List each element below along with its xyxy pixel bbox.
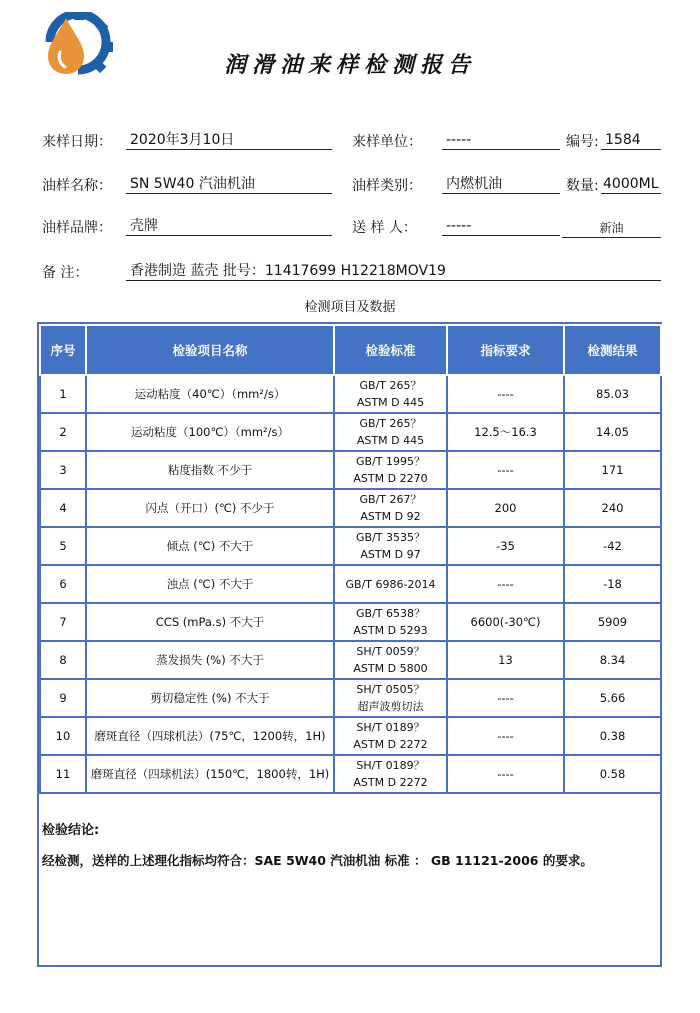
cell-no: 10: [40, 717, 86, 755]
cell-result: 5909: [564, 603, 661, 641]
cell-item: 运动粘度（40℃）（mm²/s）: [86, 375, 334, 413]
cell-requirement: ----: [447, 755, 564, 793]
table-header-row: [40, 325, 661, 375]
table-row: [40, 375, 661, 413]
cell-result: 0.58: [564, 755, 661, 793]
cell-requirement: ----: [447, 451, 564, 489]
standard-line-2: ASTM D 445: [356, 434, 425, 447]
sample-unit-value: -----: [442, 130, 560, 150]
sender-value: -----: [442, 216, 560, 236]
cell-result: -42: [564, 527, 661, 565]
cell-item: 蒸发损失 (%) 不大于: [86, 641, 334, 679]
cell-item: CCS (mPa.s) 不大于: [86, 603, 334, 641]
cell-standard: [334, 413, 447, 451]
sample-date-label: 来样日期：: [42, 134, 112, 150]
cell-standard: [334, 717, 447, 755]
cell-requirement: ----: [447, 375, 564, 413]
table-row: [40, 717, 661, 755]
cell-result: 14.05: [564, 413, 661, 451]
cell-standard: [334, 565, 447, 603]
cell-no: 3: [40, 451, 86, 489]
oil-type-label: 油样类别：: [352, 178, 422, 194]
test-results-table: [37, 322, 662, 967]
standard-line-2: ASTM D 445: [356, 396, 425, 409]
table-row: [40, 641, 661, 679]
oil-name-value: SN 5W40 汽油机油: [126, 174, 332, 194]
cell-requirement: 200: [447, 489, 564, 527]
cell-requirement: -35: [447, 527, 564, 565]
standard-line-2: ASTM D 97: [360, 548, 421, 561]
cell-standard: [334, 641, 447, 679]
standard-line-2: ASTM D 92: [360, 510, 421, 523]
condition-value: 新油: [562, 218, 661, 238]
cell-item: 运动粘度（100℃）（mm²/s）: [86, 413, 334, 451]
cell-no: 4: [40, 489, 86, 527]
table-row: [40, 527, 661, 565]
sender-label: 送 样 人：: [352, 220, 417, 236]
cell-requirement: 12.5～16.3: [447, 413, 564, 451]
remarks-value: 香港制造 蓝壳 批号：11417699 H12218MOV19: [126, 261, 661, 281]
table-row: [40, 565, 661, 603]
standard-line-1: SH/T 0189？: [356, 721, 425, 734]
sample-unit-label: 来样单位：: [352, 134, 422, 150]
sample-date-value: 2020年3月10日: [126, 130, 332, 150]
col-header-result: 检测结果: [564, 325, 661, 375]
table-row: [40, 679, 661, 717]
serial-value: 1584: [601, 130, 661, 150]
col-header-no: 序号: [40, 325, 86, 375]
table-row: [40, 451, 661, 489]
cell-requirement: ----: [447, 679, 564, 717]
cell-standard: [334, 527, 447, 565]
page-title: 润滑油来样检测报告: [223, 52, 476, 78]
cell-no: 9: [40, 679, 86, 717]
conclusion-title: 检验结论:: [42, 823, 100, 838]
col-header-requirement: 指标要求: [447, 325, 564, 375]
quantity-label: 数量:: [566, 178, 599, 194]
standard-line-1: GB/T 265？: [359, 379, 422, 392]
col-header-item: 检验项目名称: [86, 325, 334, 375]
standard-line-1: GB/T 267？: [359, 493, 422, 506]
serial-label: 编号:: [566, 134, 599, 150]
standard-line-1: GB/T 265？: [359, 417, 422, 430]
cell-standard: [334, 679, 447, 717]
remarks-label: 备 注：: [42, 265, 89, 281]
standard-line-1: GB/T 6538？: [356, 607, 425, 620]
standard-line-1: SH/T 0059？: [356, 645, 425, 658]
table-row: [40, 413, 661, 451]
section-title: 检测项目及数据: [304, 300, 396, 315]
brand-value: 壳牌: [126, 216, 332, 236]
conclusion-text: 经检测，送样的上述理化指标均符合：SAE 5W40 汽油机油 标准 ： GB 11121-2006 的要求。: [42, 853, 593, 868]
cell-no: 11: [40, 755, 86, 793]
standard-line-2: 超声波剪切法: [357, 700, 424, 713]
cell-standard: [334, 489, 447, 527]
cell-requirement: ----: [447, 717, 564, 755]
brand-label: 油样品牌：: [42, 220, 112, 236]
table-row: [40, 603, 661, 641]
cell-item: 闪点（开口）(℃) 不少于: [86, 489, 334, 527]
quantity-value: 4000ML: [601, 174, 661, 194]
cell-standard: [334, 603, 447, 641]
cell-requirement: ----: [447, 565, 564, 603]
standard-line-2: ASTM D 2270: [353, 472, 428, 485]
oil-name-label: 油样名称：: [42, 178, 112, 194]
oil-type-value: 内燃机油: [442, 174, 560, 194]
cell-standard: [334, 755, 447, 793]
cell-no: 5: [40, 527, 86, 565]
cell-requirement: 6600(-30℃): [447, 603, 564, 641]
table-row: [40, 489, 661, 527]
cell-no: 8: [40, 641, 86, 679]
cell-standard: [334, 451, 447, 489]
standard-line-2: ASTM D 2272: [353, 738, 428, 751]
standard-line-1: SH/T 0189？: [356, 759, 425, 772]
cell-result: 240: [564, 489, 661, 527]
cell-result: -18: [564, 565, 661, 603]
cell-item: 磨斑直径（四球机法）(150℃，1800转，1H): [86, 755, 334, 793]
cell-item: 剪切稳定性 (%) 不大于: [86, 679, 334, 717]
standard-line-2: ASTM D 2272: [353, 776, 428, 789]
table-row: [40, 755, 661, 793]
cell-result: 8.34: [564, 641, 661, 679]
cell-no: 7: [40, 603, 86, 641]
standard-line-1: GB/T 6986-2014: [345, 577, 436, 591]
standard-line-1: GB/T 1995？: [356, 455, 425, 468]
cell-result: 5.66: [564, 679, 661, 717]
col-header-standard: 检验标准: [334, 325, 447, 375]
cell-no: 6: [40, 565, 86, 603]
cell-requirement: 13: [447, 641, 564, 679]
standard-line-2: ASTM D 5293: [353, 624, 428, 637]
cell-result: 171: [564, 451, 661, 489]
cell-item: 磨斑直径（四球机法）(75℃，1200转，1H): [86, 717, 334, 755]
standard-line-2: ASTM D 5800: [353, 662, 428, 675]
standard-line-1: GB/T 3535？: [356, 531, 425, 544]
standard-line-1: SH/T 0505？: [356, 683, 425, 696]
cell-result: 0.38: [564, 717, 661, 755]
cell-item: 倾点 (℃) 不大于: [86, 527, 334, 565]
cell-item: 粘度指数 不少于: [86, 451, 334, 489]
cell-no: 1: [40, 375, 86, 413]
cell-result: 85.03: [564, 375, 661, 413]
cell-standard: [334, 375, 447, 413]
cell-no: 2: [40, 413, 86, 451]
cell-item: 浊点 (℃) 不大于: [86, 565, 334, 603]
